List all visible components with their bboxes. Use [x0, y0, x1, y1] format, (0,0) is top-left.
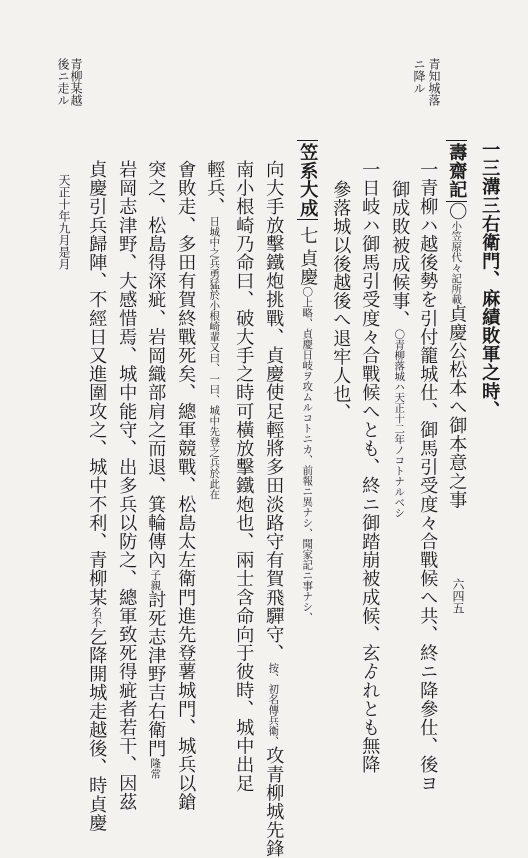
- margin-note-left-1: 青柳某越: [69, 58, 83, 106]
- text-column-7: [297, 140, 319, 623]
- column-text-continued: 討死志津野吉右衛門: [145, 590, 167, 758]
- text-column-10: [204, 160, 226, 500]
- text-column-11: 㑹敗走、多田有賀終戰死矣、總軍競戰、松島太左衛門進先登薯城門、城兵以鎗: [175, 160, 197, 811]
- annotation-note: 按、初名傳兵衛、: [267, 662, 280, 747]
- text-column-5: 一日岐ハ御馬引受度々合戰候へとも、終ニ御踏崩被成候、玄ゟれとも無降: [359, 160, 381, 774]
- text-column-13: 岩岡志津野、大感惜焉、城中能守、出多兵以防之、總軍致死得疵者若干、因茲: [116, 160, 138, 811]
- annotation-note-2: 又曰、一曰、城中先登之兵於此在: [208, 341, 221, 500]
- margin-note-left-2: 後ニ走ル: [56, 58, 70, 106]
- text-column-4: [389, 180, 411, 518]
- source-bracket-jusaiki: 壽齋記: [446, 140, 467, 202]
- annotation-note: 小笠原代々記所載: [450, 220, 463, 305]
- annotation-note: 日城中之兵勇猛於小根崎輩: [208, 215, 221, 342]
- annotation-note: 〇上略、貞慶日岐ヲ攻ムルコトニカ、前報ニ異ナシ、聞家記ニ事ナシ、: [301, 286, 314, 623]
- margin-note-right-1: 青知城落: [427, 58, 441, 106]
- column-text: 輕兵、: [204, 160, 226, 216]
- page-number: 六四五: [451, 578, 465, 614]
- column-text-continued: 乞降開城走越後、時貞慶: [86, 627, 108, 833]
- annotation-note: 子親: [149, 569, 162, 591]
- text-column-9: 南小根崎乃命曰、破大手之時可橫放擊鐵炮也、兩士含命向于彼時、城中出足: [233, 160, 255, 793]
- column-text: 御成敗被成候事、: [389, 180, 411, 329]
- text-column-6: 參落城以後越後へ退牢人也、: [330, 180, 352, 422]
- column-text: 貞慶引兵歸陣、不經日又進圍攻之、城中不利、青柳某: [86, 160, 108, 607]
- text-column-2: [446, 140, 468, 510]
- column-text: 向大手放擊鐵炮挑戰、貞慶使足輕將多田淡路守有賀飛驒守、: [263, 160, 285, 663]
- text-column-3: 一青柳ハ越後勢を引付籠城仕、御馬引受度々合戰候へ共、終ニ降參仕、後ヨ: [417, 160, 439, 793]
- annotation-note: 名不: [90, 606, 103, 628]
- volume-number: 七: [297, 226, 319, 246]
- column-text: 貞慶公松本へ御本意之事: [446, 304, 468, 510]
- margin-note-right-2: ニ降ル: [412, 58, 426, 94]
- annotation-note: 〇青柳落城ハ天正十二年ノコトナルベシ: [393, 328, 406, 518]
- column-text-continued: 攻青柳城先鋒: [263, 746, 285, 858]
- source-bracket-kasakei: 笠系大成: [297, 140, 318, 220]
- annotation-note-2: 隆常: [149, 757, 162, 779]
- text-column-14: [86, 160, 108, 833]
- text-column-8: [263, 160, 285, 858]
- column-text: 貞慶: [297, 249, 319, 287]
- column-text: 突之、松島得深疵、岩岡織部肩之而退、箕輪傳內: [145, 160, 167, 570]
- text-column-1: 一三溝三右衛門、麻績敗軍之時、: [479, 140, 501, 419]
- text-column-12: [145, 160, 167, 779]
- footer-date: 天正十年九月是月: [57, 174, 71, 270]
- circle-mark: 〇: [446, 201, 468, 221]
